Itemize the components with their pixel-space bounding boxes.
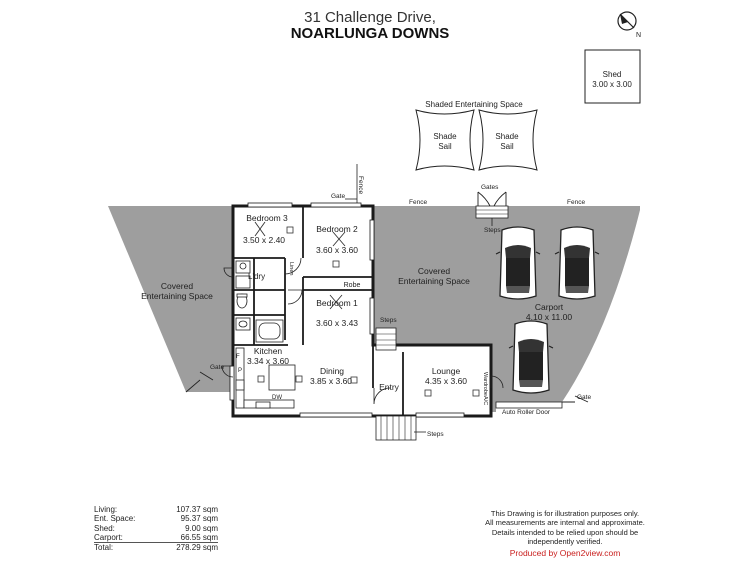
- fence-top-label: Fence: [357, 176, 364, 195]
- gate-left-label: Gate: [210, 364, 225, 371]
- gate-right-label: Gate: [577, 394, 592, 401]
- robe-label: Robe: [343, 282, 361, 289]
- bedroom1-name: Bedroom 1: [316, 298, 358, 308]
- disclaimer: [470, 509, 660, 558]
- disclaimer-line-1: This Drawing is for illustration purposes only.: [490, 509, 640, 518]
- shade-sail-2-line1: Shade: [495, 132, 519, 141]
- dining-name: Dining: [319, 366, 345, 376]
- area-summary: [94, 505, 218, 552]
- fence-label-2: Fence: [567, 199, 586, 206]
- area-row-total: Total: 278.29 sqm: [94, 543, 218, 553]
- bedroom2-name: Bedroom 2: [316, 224, 358, 234]
- fence-label-1: Fence: [409, 199, 428, 206]
- laundry-label: L'dry: [248, 272, 266, 281]
- carport-dims: 4.10 x 11.00: [525, 312, 573, 322]
- dining-dims: 3.85 x 3.60: [309, 376, 353, 386]
- ac-label: A/C: [482, 396, 488, 406]
- roller-door-outline: [496, 402, 562, 408]
- bedroom3-name: Bedroom 3: [246, 213, 288, 223]
- gates-icon: [478, 192, 506, 206]
- carport-name: Carport: [534, 302, 564, 312]
- disclaimer-line-4: independently verified.: [527, 536, 603, 546]
- bedroom2-dims: 3.60 x 3.60: [315, 245, 359, 255]
- producer-credit: Produced by Open2view.com: [509, 548, 621, 559]
- area-row-shed: Shed: 9.00 sqm: [94, 523, 218, 533]
- gates-label: Gates: [481, 184, 499, 191]
- roller-door-label: Auto Roller Door: [502, 409, 551, 416]
- entry-label: Entry: [379, 382, 399, 392]
- covered-right-line1: Covered: [417, 266, 451, 276]
- lounge-dims: 4.35 x 3.60: [424, 376, 468, 386]
- shaded-space-label: Shaded Entertaining Space: [425, 100, 523, 109]
- address-line-1: 31 Challenge Drive,: [304, 9, 436, 26]
- pantry-label: P: [238, 368, 243, 374]
- covered-left-line2: Entertaining Space: [141, 291, 213, 301]
- shade-sail-1-line2: Sail: [438, 142, 452, 151]
- area-row-living: Living: 107.37 sqm: [94, 505, 218, 514]
- shade-sail-1-line1: Shade: [433, 132, 457, 141]
- front-steps: [376, 416, 416, 440]
- steps-front-label: Steps: [427, 431, 444, 438]
- area-row-ent-space: Ent. Space: 95.37 sqm: [94, 514, 218, 524]
- car-icon-2: [555, 227, 599, 299]
- area-row-carport: Carport: 66.55 sqm: [94, 532, 218, 542]
- north-label: N: [636, 32, 642, 39]
- kitchen-name: Kitchen: [253, 346, 283, 356]
- car-icon-1: [496, 227, 540, 299]
- bedroom3-dims: 3.50 x 2.40: [242, 235, 286, 245]
- north-arrow-icon: [618, 12, 636, 30]
- kitchen-dims: 3.34 x 3.60: [246, 356, 290, 366]
- lounge-name: Lounge: [431, 366, 461, 376]
- disclaimer-line-3: Details intended to be relied upon should be: [491, 527, 639, 537]
- gate-top-label: Gate: [331, 193, 346, 200]
- shed-label: Shed: [602, 70, 622, 79]
- fridge-label: F: [236, 354, 240, 360]
- shade-sail-2-line2: Sail: [500, 142, 514, 151]
- car-icon-3: [509, 321, 553, 393]
- steps-side-label: Steps: [380, 317, 397, 324]
- side-steps: [376, 328, 396, 350]
- covered-left-line1: Covered: [160, 281, 194, 291]
- shed-dims: 3.00 x 3.00: [592, 80, 632, 89]
- covered-right-line2: Entertaining Space: [398, 276, 470, 286]
- steps-top-label: Steps: [484, 227, 501, 234]
- address-line-2: NOARLUNGA DOWNS: [290, 25, 450, 42]
- disclaimer-line-2: All measurements are internal and approximate.: [485, 518, 645, 528]
- dishwasher-label: DW: [272, 395, 282, 401]
- wardrobe-label: Wardrobe: [482, 372, 488, 396]
- bedroom1-dims: 3.60 x 3.43: [315, 318, 359, 328]
- linen-label: Linen: [288, 262, 294, 276]
